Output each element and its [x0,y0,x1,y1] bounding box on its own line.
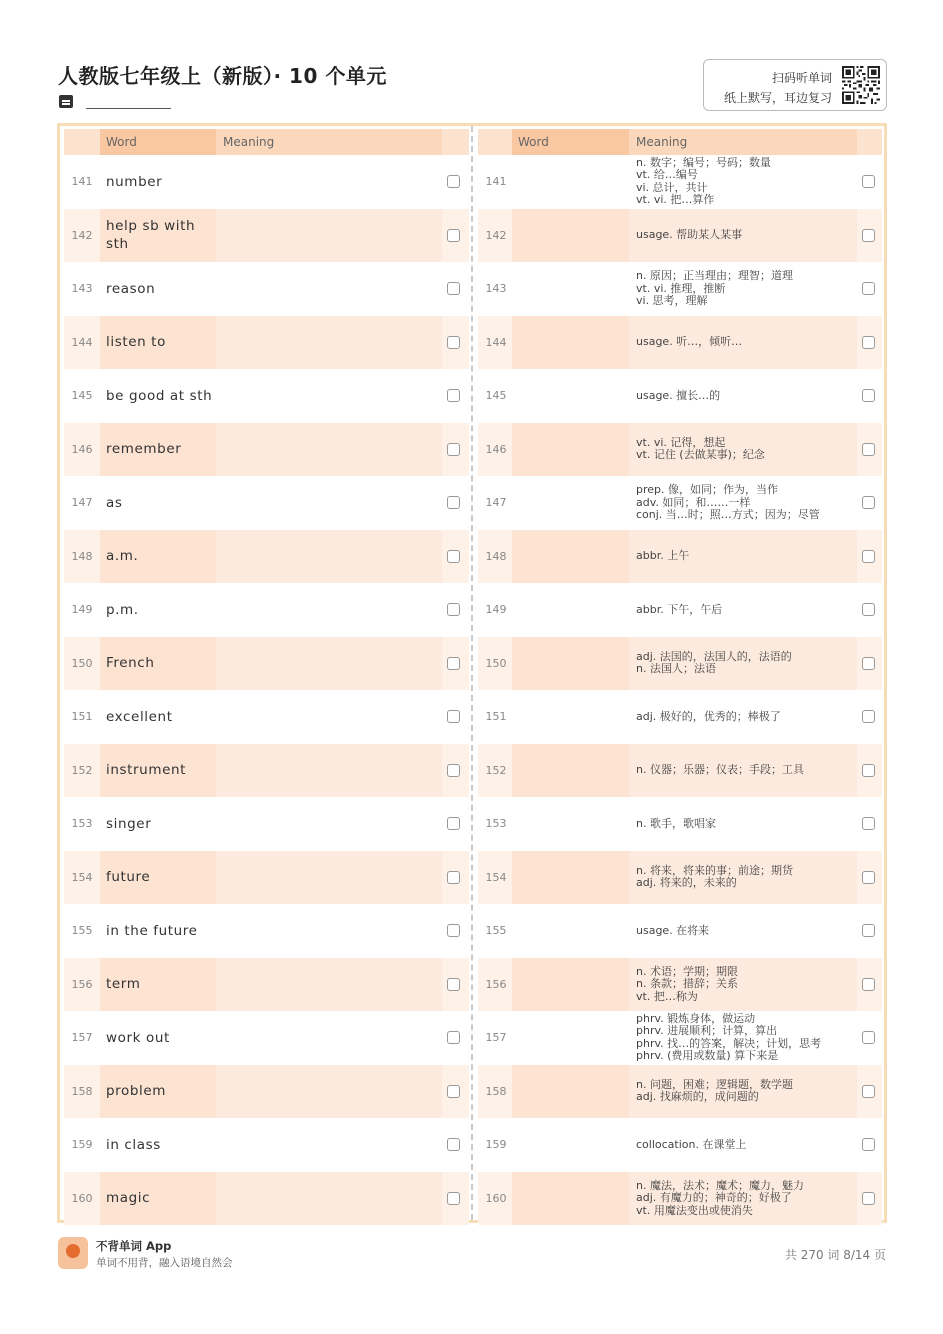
word-cell[interactable] [512,958,629,1012]
row-checkbox[interactable] [447,603,460,616]
word-cell[interactable] [512,851,629,905]
column-header-meaning: Meaning [216,129,442,155]
row-number: 149 [485,603,507,617]
meaning-panel-header [478,129,882,155]
table-row [64,369,469,423]
qr-caption-line1: 扫码听单词 [771,71,832,85]
word-cell[interactable] [512,637,629,691]
row-checkbox[interactable] [447,282,460,295]
word-cell: work out [106,1029,170,1046]
word-cell[interactable] [512,423,629,477]
word-cell[interactable] [512,690,629,744]
meaning-cell: n. 问题，困难；逻辑题，数学题 adj. 找麻烦的，成问题的 [629,1065,857,1119]
meaning-cell[interactable] [216,155,442,209]
table-row [478,958,882,1012]
page-info: 共 270 词 8/14 页 [784,1248,886,1262]
row-checkbox[interactable] [862,389,875,402]
table-row [478,1065,882,1119]
row-number: 160 [71,1191,93,1205]
word-cell[interactable] [512,155,629,209]
row-number: 145 [485,389,507,403]
table-row [478,155,882,209]
word-cell: be good at sth [106,387,213,404]
table-row [64,1172,469,1226]
row-checkbox[interactable] [862,336,875,349]
table-row [64,155,469,209]
word-cell[interactable] [512,1011,629,1065]
table-row [64,209,469,263]
row-checkbox[interactable] [447,1138,460,1151]
meaning-cell: abbr. 下午，午后 [636,602,723,616]
row-checkbox[interactable] [447,1192,460,1205]
row-checkbox[interactable] [862,282,875,295]
word-rows [64,155,469,1225]
row-checkbox[interactable] [862,603,875,616]
word-cell: magic [100,1172,216,1226]
row-number: 148 [71,549,93,563]
word-cell[interactable] [512,904,629,958]
table-row [64,1118,469,1172]
table-row [64,690,469,744]
row-checkbox[interactable] [862,924,875,937]
row-checkbox[interactable] [447,978,460,991]
word-cell: remember [100,423,216,477]
column-header-meaning: Meaning [629,129,857,155]
table-row [64,958,469,1012]
row-checkbox[interactable] [862,1031,875,1044]
word-cell[interactable] [512,209,629,263]
row-number: 145 [71,389,93,403]
meaning-cell[interactable] [216,904,442,958]
table-row [64,262,469,316]
app-logo [58,1237,88,1269]
row-number: 141 [71,175,93,189]
word-cell[interactable] [512,1065,629,1119]
page-title: 人教版七年级上（新版）· 10 个单元 [58,64,387,88]
table-row [478,316,882,370]
row-number: 153 [71,817,93,831]
word-cell: as [106,494,123,511]
date-blank-line [86,108,171,109]
table-row [64,583,469,637]
word-cell[interactable] [512,476,629,530]
word-cell: term [100,958,216,1012]
panel-divider [471,126,473,1220]
row-checkbox[interactable] [862,817,875,830]
table-row [478,690,882,744]
table-row [64,316,469,370]
meaning-cell: adj. 法国的，法国人的，法语的 n. 法国人；法语 [629,637,857,691]
meaning-cell: n. 数字；编号；号码；数量 vt. 给…编号 vi. 总计，共计 vt. vi. 把…算作 [636,155,771,207]
row-checkbox[interactable] [862,443,875,456]
row-number: 143 [71,282,93,296]
row-number: 150 [71,656,93,670]
row-checkbox[interactable] [862,550,875,563]
meaning-cell: collocation. 在课堂上 [636,1137,747,1151]
row-checkbox[interactable] [862,1138,875,1151]
row-checkbox[interactable] [447,871,460,884]
row-number: 142 [71,228,93,242]
meaning-cell: n. 原因；正当理由；理智；道理 vt. vi. 推理，推断 vi. 思考，理解 [636,269,793,307]
row-checkbox[interactable] [447,443,460,456]
meaning-cell: usage. 擅长…的 [636,388,721,402]
meaning-cell: n. 将来，将来的事；前途；期货 adj. 将来的，未来的 [629,851,857,905]
word-cell: number [106,173,163,190]
row-number: 146 [485,442,507,456]
word-cell[interactable] [512,262,629,316]
word-cell: in the future [106,922,198,939]
table-row [478,583,882,637]
row-number: 146 [71,442,93,456]
word-cell[interactable] [512,583,629,637]
row-checkbox[interactable] [862,764,875,777]
meaning-cell: usage. 帮助某人某事 [629,209,857,263]
meaning-cell: phrv. 锻炼身体，做运动 phrv. 进展顺利；计算，算出 phrv. 找…的答案，解决；计划，思考 phrv. (费用或数量) 算下来是 [636,1011,822,1063]
row-number: 158 [485,1084,507,1098]
meaning-cell[interactable] [216,690,442,744]
row-number: 144 [71,335,93,349]
table-row [478,1172,882,1226]
meaning-cell: usage. 听…，倾听… [629,316,857,370]
table-row [64,637,469,691]
row-checkbox[interactable] [447,336,460,349]
word-panel [64,129,469,1219]
word-cell: help sb with sth [100,209,216,263]
row-number: 154 [71,870,93,884]
meaning-rows [478,155,882,1225]
meaning-cell[interactable] [216,369,442,423]
row-number: 156 [71,977,93,991]
word-cell: future [100,851,216,905]
row-number: 158 [71,1084,93,1098]
calendar-icon [59,95,73,108]
meaning-cell[interactable] [216,209,442,263]
row-checkbox[interactable] [447,175,460,188]
meaning-cell: usage. 在将来 [636,923,710,937]
word-cell: instrument [100,744,216,798]
table-row [478,851,882,905]
meaning-cell[interactable] [216,1065,442,1119]
row-number: 147 [71,496,93,510]
table-row [64,851,469,905]
table-row [64,1065,469,1119]
row-number: 156 [485,977,507,991]
word-cell: reason [106,280,156,297]
word-cell[interactable] [512,530,629,584]
row-checkbox[interactable] [447,229,460,242]
word-cell: singer [106,815,152,832]
word-cell: a.m. [100,530,216,584]
row-checkbox[interactable] [862,175,875,188]
footer-app-name: 不背单词 App [96,1239,172,1253]
word-cell[interactable] [512,1172,629,1226]
row-checkbox[interactable] [862,229,875,242]
qr-code-icon[interactable] [842,66,880,104]
row-number: 154 [485,870,507,884]
meaning-cell: n. 术语；学期；期限 n. 条款；措辞；关系 vt. 把…称为 [629,958,857,1012]
table-row [64,530,469,584]
table-row [478,262,882,316]
row-number: 141 [485,175,507,189]
word-cell: in class [106,1136,161,1153]
row-number: 155 [71,924,93,938]
row-number: 152 [485,763,507,777]
table-row [478,637,882,691]
row-number: 147 [485,496,507,510]
row-number: 153 [485,817,507,831]
table-row [478,369,882,423]
row-checkbox[interactable] [447,710,460,723]
row-checkbox[interactable] [862,710,875,723]
word-cell[interactable] [512,369,629,423]
meaning-cell[interactable] [216,637,442,691]
row-number: 142 [485,228,507,242]
meaning-cell[interactable] [216,530,442,584]
meaning-cell: n. 仪器；乐器；仪表；手段；工具 [629,744,857,798]
row-checkbox[interactable] [447,389,460,402]
row-number: 151 [71,710,93,724]
row-number: 157 [71,1031,93,1045]
word-cell[interactable] [512,744,629,798]
meaning-cell[interactable] [216,1011,442,1065]
row-checkbox[interactable] [447,496,460,509]
table-row [478,423,882,477]
meaning-cell[interactable] [216,1118,442,1172]
meaning-cell[interactable] [216,423,442,477]
meaning-panel [478,129,882,1219]
table-row [478,476,882,530]
table-row [64,797,469,851]
row-number: 155 [485,924,507,938]
row-checkbox[interactable] [447,924,460,937]
meaning-cell: adj. 极好的，优秀的；棒极了 [636,709,781,723]
row-number: 152 [71,763,93,777]
row-checkbox[interactable] [447,550,460,563]
word-cell[interactable] [512,1118,629,1172]
row-number: 149 [71,603,93,617]
row-number: 148 [485,549,507,563]
row-checkbox[interactable] [447,764,460,777]
meaning-cell[interactable] [216,1172,442,1226]
word-cell: French [100,637,216,691]
row-checkbox[interactable] [447,1085,460,1098]
row-number: 159 [71,1138,93,1152]
qr-promo-box[interactable] [703,59,887,111]
table-row [64,904,469,958]
row-number: 150 [485,656,507,670]
table-row [64,423,469,477]
row-checkbox[interactable] [862,871,875,884]
table-row [478,1011,882,1065]
meaning-cell: abbr. 上午 [629,530,857,584]
table-row [64,744,469,798]
meaning-cell[interactable] [216,476,442,530]
row-checkbox[interactable] [862,978,875,991]
table-row [64,476,469,530]
column-header-word: Word [512,129,629,155]
table-row [478,209,882,263]
word-cell: listen to [100,316,216,370]
word-cell[interactable] [512,797,629,851]
meaning-cell[interactable] [216,958,442,1012]
table-row [478,904,882,958]
word-cell[interactable] [512,316,629,370]
meaning-cell[interactable] [216,583,442,637]
table-row [478,1118,882,1172]
row-checkbox[interactable] [447,1031,460,1044]
row-number: 159 [485,1138,507,1152]
row-checkbox[interactable] [862,1192,875,1205]
row-checkbox[interactable] [447,817,460,830]
qr-caption-line2: 纸上默写，耳边复习 [723,91,832,105]
meaning-cell: n. 歌手，歌唱家 [636,816,716,830]
row-number: 160 [485,1191,507,1205]
meaning-cell[interactable] [216,262,442,316]
row-number: 157 [485,1031,507,1045]
meaning-cell[interactable] [216,744,442,798]
row-number: 151 [485,710,507,724]
table-row [478,530,882,584]
table-row [478,797,882,851]
row-checkbox[interactable] [447,657,460,670]
row-checkbox[interactable] [862,496,875,509]
word-panel-header [64,129,469,155]
meaning-cell[interactable] [216,797,442,851]
meaning-cell: n. 魔法，法术；魔术；魔力，魅力 adj. 有魔力的；神奇的；好极了 vt. 用魔法变出或使消失 [629,1172,857,1226]
column-header-word: Word [100,129,216,155]
row-number: 144 [485,335,507,349]
meaning-cell[interactable] [216,316,442,370]
word-cell: problem [100,1065,216,1119]
row-checkbox[interactable] [862,1085,875,1098]
footer-slogan: 单词不用背，融入语境自然会 [96,1257,233,1269]
table-row [478,744,882,798]
meaning-cell: vt. vi. 记得，想起 vt. 记住 (去做某事)；纪念 [629,423,857,477]
meaning-cell: prep. 像，如同；作为，当作 adv. 如同；和……一样 conj. 当…时；照…方式；因为；尽管 [636,483,820,521]
row-checkbox[interactable] [862,657,875,670]
vocabulary-sheet [57,123,887,1223]
table-row [64,1011,469,1065]
word-cell: p.m. [106,601,139,618]
meaning-cell[interactable] [216,851,442,905]
word-cell: excellent [106,708,173,725]
row-number: 143 [485,282,507,296]
